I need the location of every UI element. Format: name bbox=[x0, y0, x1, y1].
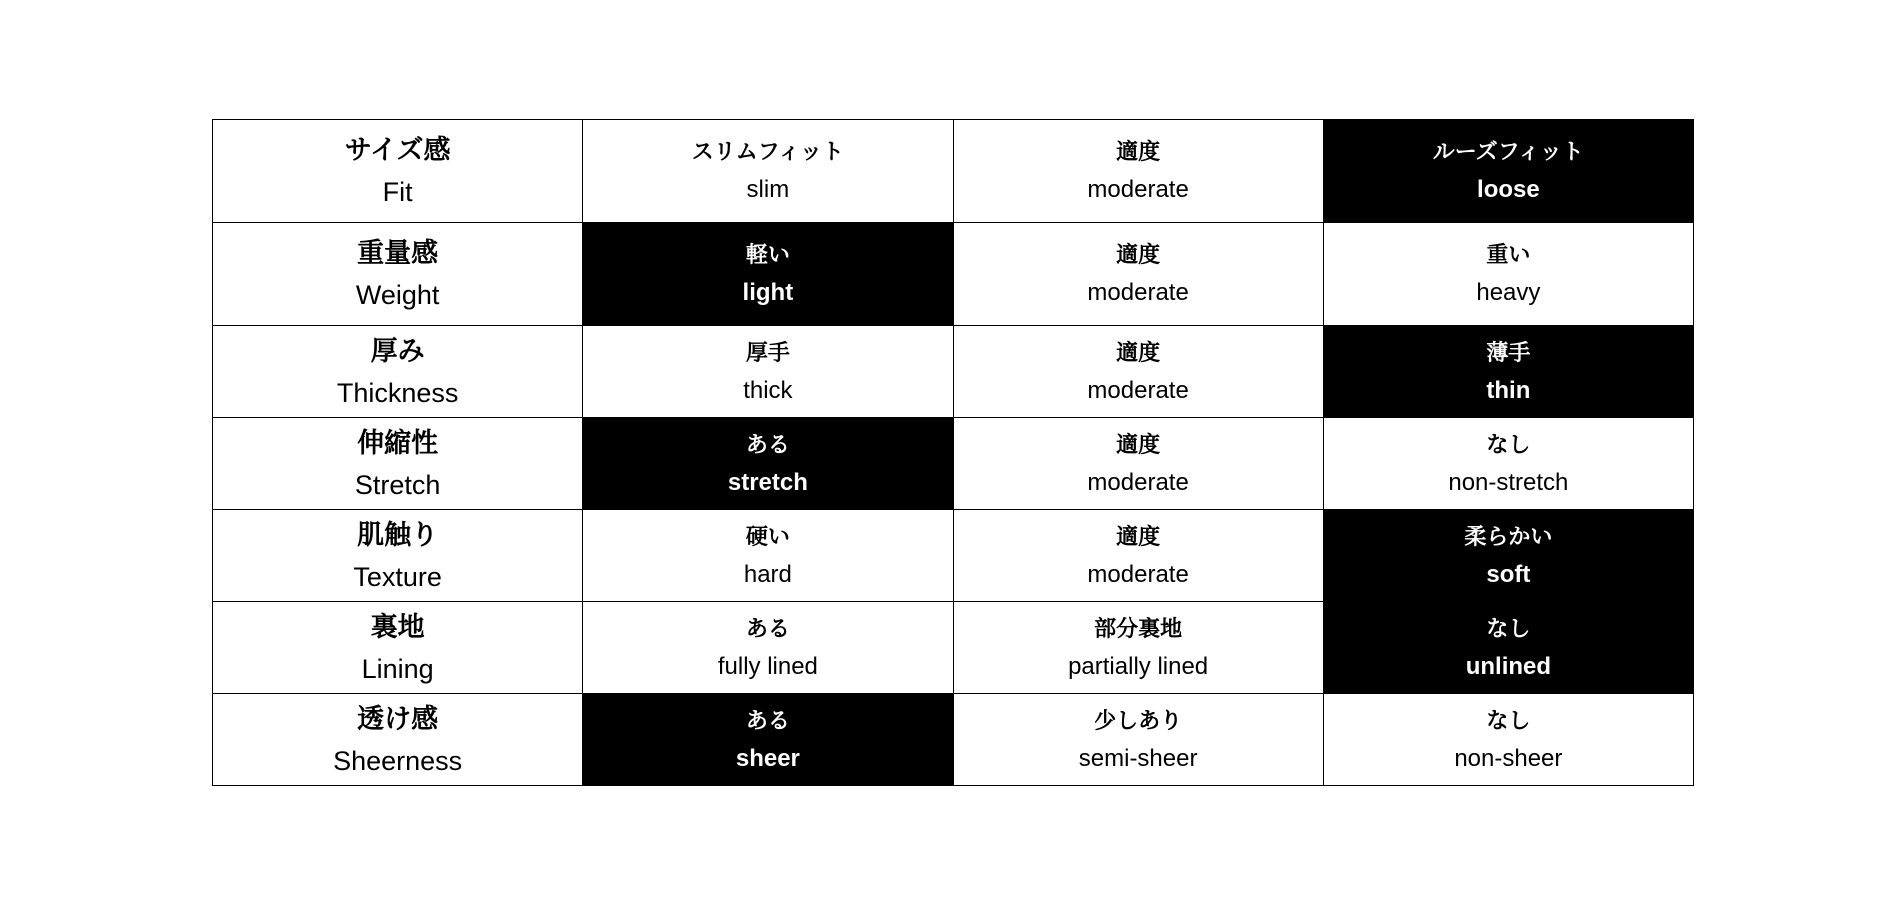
attribute-label-cell bbox=[213, 602, 583, 694]
option-label-jp: 少しあり bbox=[1094, 707, 1183, 733]
table-row bbox=[213, 602, 1694, 694]
option-label-en: sheer bbox=[735, 744, 800, 772]
table-row bbox=[213, 326, 1694, 418]
option-label-jp: 適度 bbox=[1116, 139, 1161, 164]
option-label bbox=[583, 240, 952, 308]
option-label-jp: 厚手 bbox=[745, 339, 790, 365]
option-label-en: moderate bbox=[1087, 468, 1189, 496]
option-cell-selected bbox=[1323, 326, 1693, 418]
option-label-jp: 適度 bbox=[1116, 339, 1161, 365]
attribute-label-jp: 肌触り bbox=[357, 519, 439, 550]
option-label bbox=[1324, 706, 1693, 774]
option-label bbox=[583, 522, 952, 590]
option-cell bbox=[1323, 694, 1693, 786]
option-label bbox=[583, 706, 952, 774]
option-label bbox=[583, 614, 952, 682]
option-cell bbox=[583, 120, 953, 223]
option-label-jp: 適度 bbox=[1116, 523, 1161, 549]
option-cell-selected bbox=[583, 223, 953, 326]
option-label-en: thick bbox=[743, 376, 793, 404]
option-label-en: soft bbox=[1486, 560, 1531, 588]
option-label-en: semi-sheer bbox=[1078, 744, 1198, 772]
option-label-en: fully lined bbox=[717, 652, 818, 680]
option-label bbox=[583, 338, 952, 406]
product-attribute-table bbox=[212, 119, 1694, 786]
attribute-label-cell bbox=[213, 418, 583, 510]
attribute-label-cell bbox=[213, 694, 583, 786]
option-cell-selected bbox=[583, 694, 953, 786]
option-label-jp: ある bbox=[745, 431, 790, 457]
option-cell-selected bbox=[1323, 602, 1693, 694]
option-cell bbox=[953, 120, 1323, 223]
option-label bbox=[954, 706, 1323, 774]
attribute-label bbox=[213, 236, 582, 312]
option-label-en: hard bbox=[743, 560, 792, 588]
table-body bbox=[213, 120, 1694, 786]
option-label-en: unlined bbox=[1465, 652, 1552, 680]
option-label bbox=[1324, 137, 1693, 205]
option-label-en: stretch bbox=[727, 468, 808, 496]
attribute-label-en: Thickness bbox=[336, 377, 459, 408]
option-label-jp: 硬い bbox=[745, 523, 790, 549]
attribute-label-jp: 裏地 bbox=[370, 611, 425, 642]
option-label bbox=[954, 430, 1323, 498]
option-label-en: moderate bbox=[1087, 279, 1189, 306]
option-label-en: heavy bbox=[1476, 279, 1541, 306]
option-label-en: slim bbox=[746, 176, 790, 203]
option-cell bbox=[583, 510, 953, 602]
option-label-jp: 薄手 bbox=[1486, 339, 1531, 365]
table-row bbox=[213, 694, 1694, 786]
option-label-jp: ある bbox=[745, 615, 790, 641]
option-cell bbox=[583, 326, 953, 418]
table-row bbox=[213, 223, 1694, 326]
attribute-label bbox=[213, 518, 582, 594]
option-label-jp: 柔らかい bbox=[1464, 523, 1553, 549]
attribute-label-cell bbox=[213, 326, 583, 418]
option-label bbox=[954, 338, 1323, 406]
attribute-label bbox=[213, 133, 582, 209]
attribute-label bbox=[213, 426, 582, 502]
option-label bbox=[954, 240, 1323, 308]
option-label-en: moderate bbox=[1087, 176, 1189, 203]
option-label-jp: ある bbox=[745, 707, 790, 733]
option-label bbox=[583, 137, 952, 205]
option-label-jp: 重い bbox=[1486, 242, 1531, 267]
table-row bbox=[213, 120, 1694, 223]
attribute-label-cell bbox=[213, 120, 583, 223]
option-label-jp: 適度 bbox=[1116, 242, 1161, 267]
option-label bbox=[1324, 338, 1693, 406]
option-cell bbox=[953, 694, 1323, 786]
option-label-en: loose bbox=[1477, 176, 1540, 203]
attribute-label-en: Texture bbox=[353, 561, 442, 592]
table-row bbox=[213, 510, 1694, 602]
option-cell bbox=[953, 510, 1323, 602]
option-label-jp: ルーズフィット bbox=[1432, 139, 1584, 164]
attribute-label-en: Lining bbox=[361, 653, 434, 684]
attribute-label-en: Fit bbox=[382, 177, 413, 207]
option-cell bbox=[1323, 418, 1693, 510]
attribute-label bbox=[213, 610, 582, 686]
option-label-jp: 部分裏地 bbox=[1094, 615, 1183, 641]
option-label bbox=[1324, 522, 1693, 590]
table-row bbox=[213, 418, 1694, 510]
attribute-label-en: Weight bbox=[355, 280, 440, 310]
option-cell-selected bbox=[583, 418, 953, 510]
option-label bbox=[1324, 430, 1693, 498]
attribute-label-cell bbox=[213, 510, 583, 602]
option-cell bbox=[953, 602, 1323, 694]
attribute-label bbox=[213, 334, 582, 410]
option-cell bbox=[583, 602, 953, 694]
option-label-en: moderate bbox=[1087, 560, 1189, 588]
attribute-label-jp: 厚み bbox=[370, 335, 425, 366]
option-label bbox=[954, 522, 1323, 590]
option-label bbox=[583, 430, 952, 498]
option-label bbox=[954, 137, 1323, 205]
option-label-jp: なし bbox=[1486, 707, 1531, 733]
attribute-label-en: Stretch bbox=[354, 469, 441, 500]
option-cell-selected bbox=[1323, 120, 1693, 223]
option-label-jp: なし bbox=[1486, 431, 1531, 457]
option-label bbox=[1324, 614, 1693, 682]
option-label bbox=[1324, 240, 1693, 308]
option-label-jp: なし bbox=[1486, 615, 1531, 641]
option-cell bbox=[953, 326, 1323, 418]
option-label-jp: 軽い bbox=[745, 242, 790, 267]
option-label-en: light bbox=[742, 279, 794, 306]
option-label-en: moderate bbox=[1087, 376, 1189, 404]
option-label-jp: スリムフィット bbox=[691, 139, 844, 164]
attribute-label-jp: 透け感 bbox=[357, 703, 439, 734]
attribute-label-cell bbox=[213, 223, 583, 326]
option-label-en: non-stretch bbox=[1448, 468, 1569, 496]
option-cell bbox=[1323, 223, 1693, 326]
option-label bbox=[954, 614, 1323, 682]
attribute-label-jp: サイズ感 bbox=[344, 135, 451, 165]
option-label-en: non-sheer bbox=[1454, 744, 1563, 772]
option-cell bbox=[953, 223, 1323, 326]
option-label-jp: 適度 bbox=[1116, 431, 1161, 457]
option-cell-selected bbox=[1323, 510, 1693, 602]
attribute-label-en: Sheerness bbox=[333, 745, 463, 776]
attribute-label-jp: 重量感 bbox=[357, 238, 439, 268]
attribute-label-jp: 伸縮性 bbox=[357, 427, 439, 458]
option-cell bbox=[953, 418, 1323, 510]
attribute-label bbox=[213, 702, 582, 778]
option-label-en: thin bbox=[1486, 376, 1531, 404]
option-label-en: partially lined bbox=[1068, 652, 1209, 680]
